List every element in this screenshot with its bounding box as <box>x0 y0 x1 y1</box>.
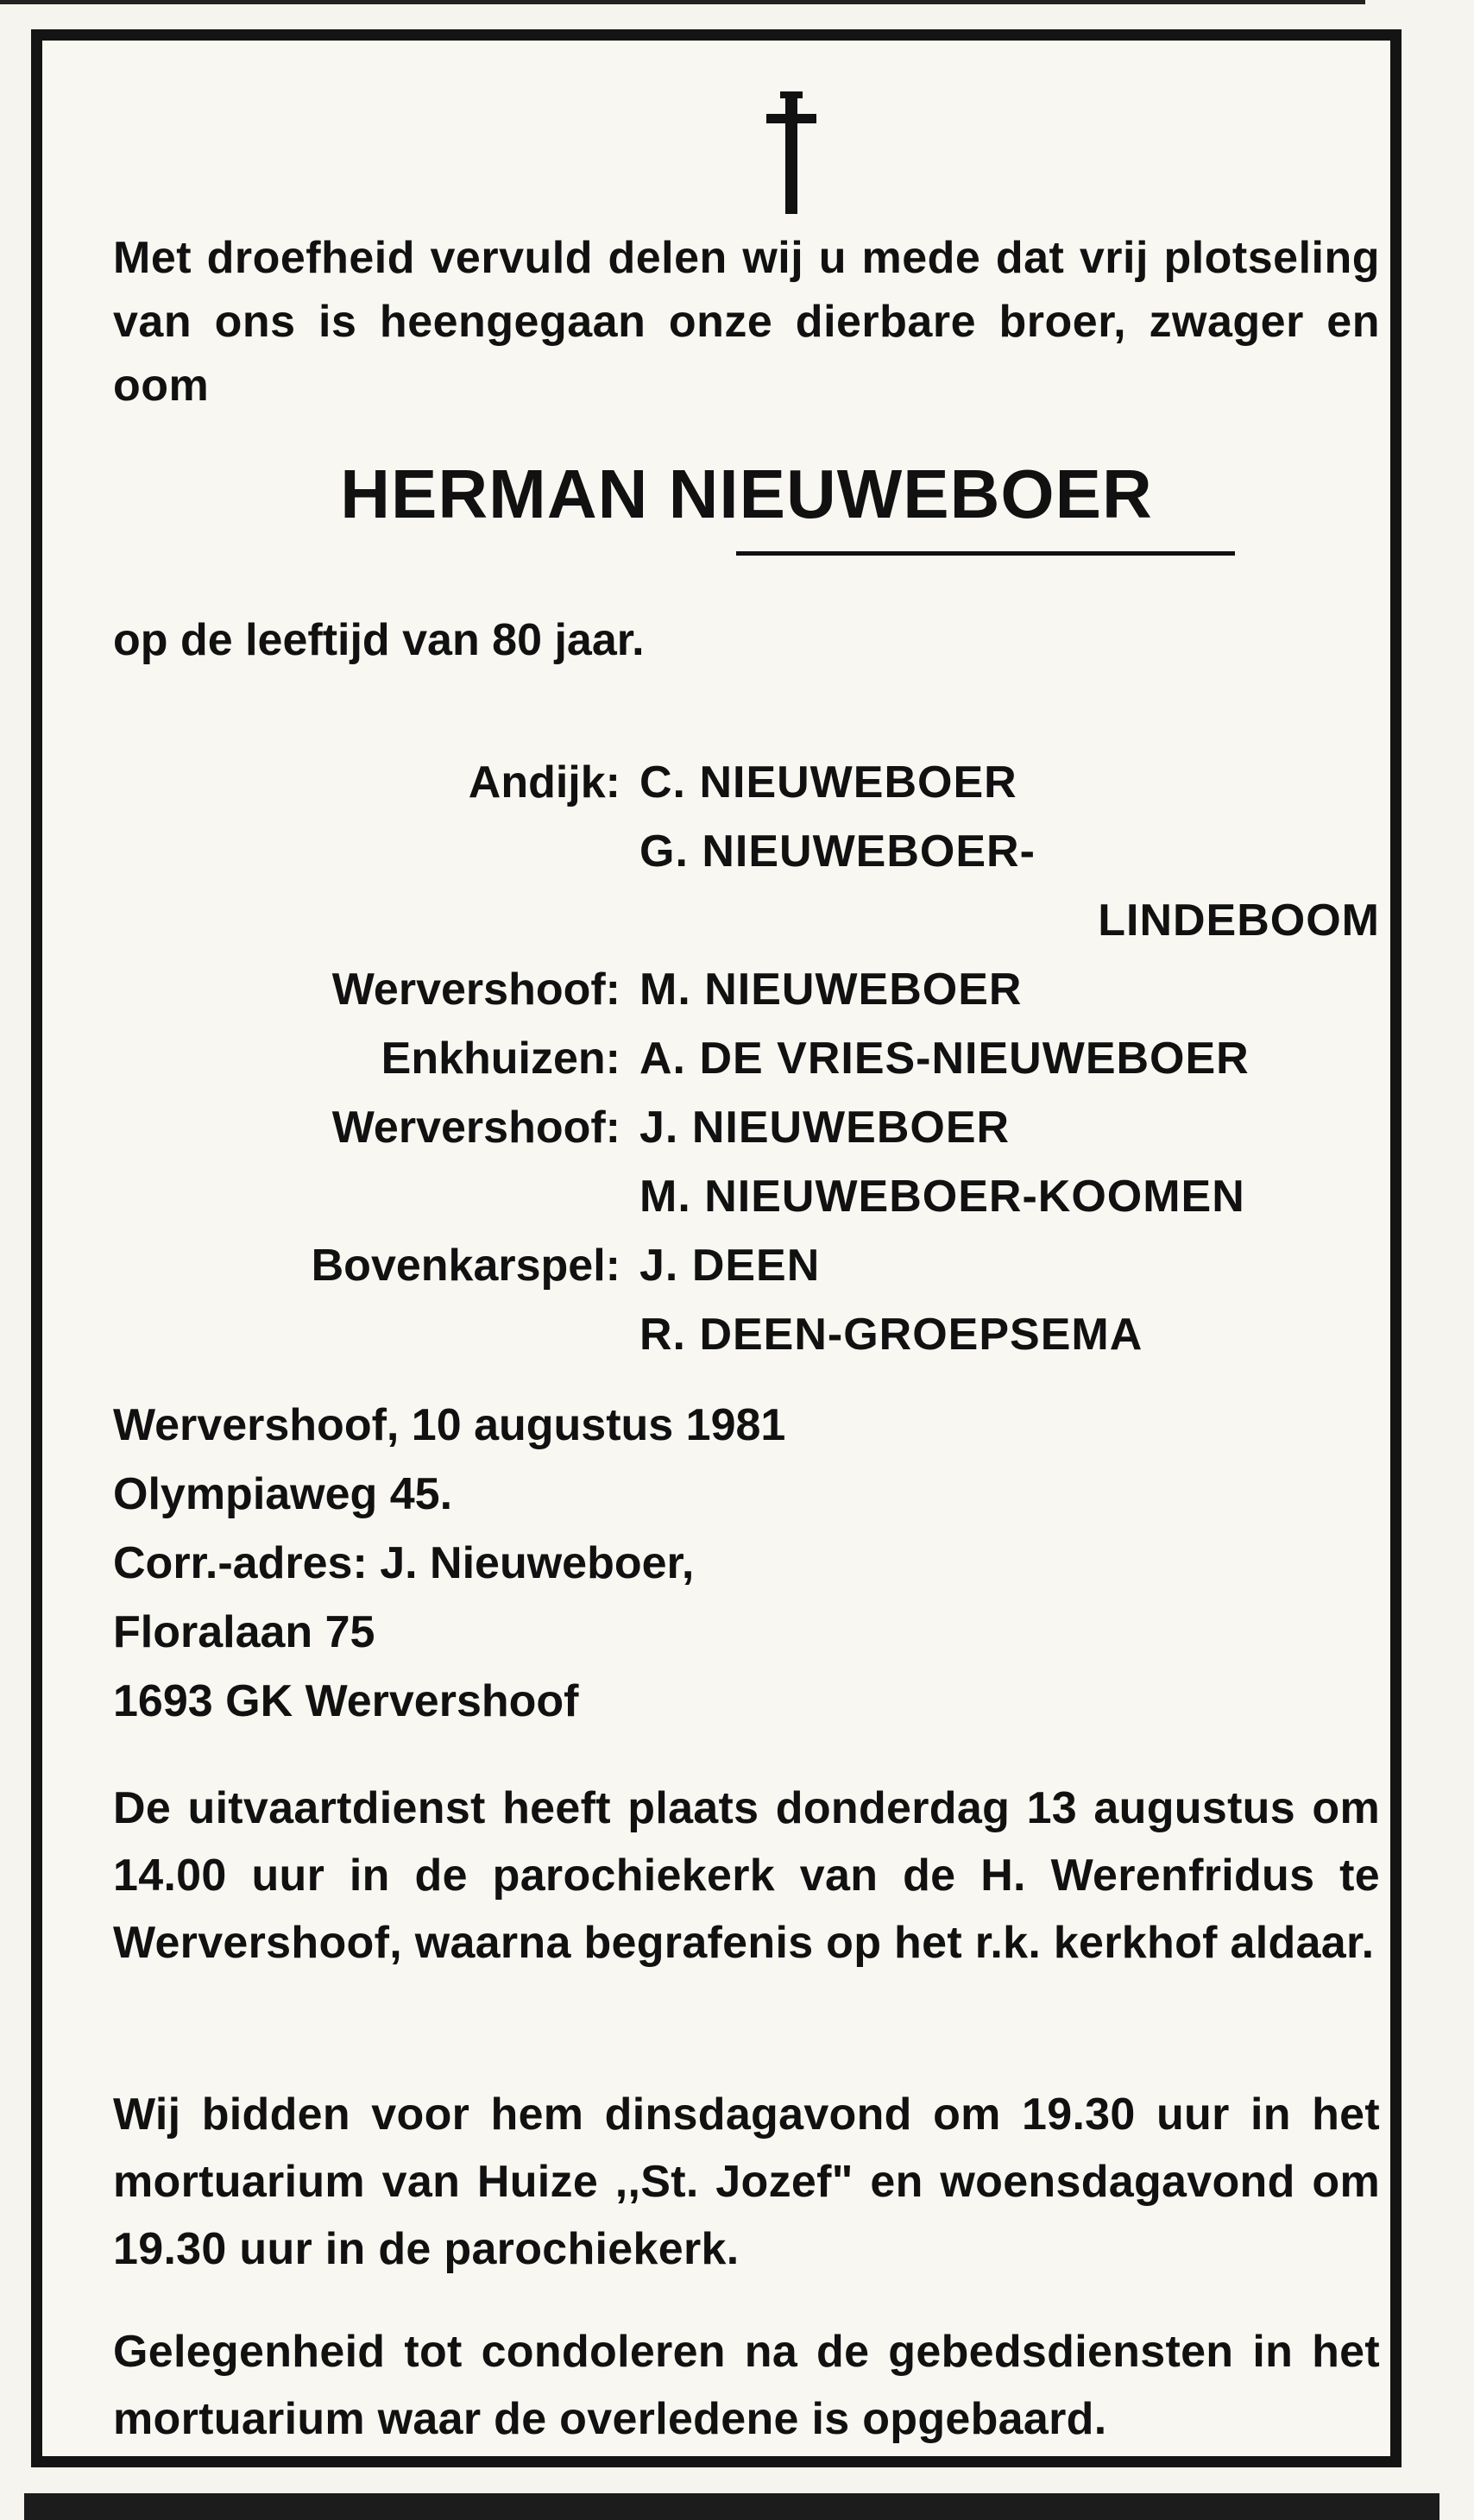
family-place: Bovenkarspel: <box>311 1241 620 1291</box>
family-row <box>113 1024 1380 1093</box>
family-place: Andijk: <box>468 757 620 808</box>
address-line: Wervershoof, 10 augustus 1981 <box>113 1400 786 1450</box>
age-line: op de leeftijd van 80 jaar. <box>113 615 645 665</box>
cross-icon <box>749 88 835 217</box>
intro-text: Met droefheid vervuld delen wij u mede dat vrij plotseling van ons is heengegaan onze dierbare broer, zwager en oom <box>113 233 1380 411</box>
family-member: J. DEEN <box>639 1241 821 1291</box>
family-names <box>639 1231 1380 1369</box>
deceased-name: HERMAN NIEUWEBOER <box>340 456 1153 532</box>
family-place: Enkhuizen: <box>381 1034 620 1084</box>
address-line: Corr.-adres: J. Nieuweboer, <box>113 1538 695 1588</box>
name-underline <box>736 551 1235 556</box>
family-row <box>113 955 1380 1024</box>
family-member: LINDEBOOM <box>1098 896 1380 946</box>
family-member: A. DE VRIES-NIEUWEBOER <box>639 1034 1250 1084</box>
family-row <box>113 1093 1380 1231</box>
family-names <box>639 955 1380 1024</box>
family-row <box>113 1231 1380 1369</box>
family-names <box>639 1024 1380 1093</box>
family-names <box>639 748 1380 955</box>
family-member: J. NIEUWEBOER <box>639 1103 1011 1153</box>
family-list <box>113 748 1380 1369</box>
address-line: Floralaan 75 <box>113 1607 375 1657</box>
family-member: R. DEEN-GROEPSEMA <box>639 1310 1143 1360</box>
family-place: Wervershoof: <box>331 1103 620 1153</box>
notice-frame <box>31 29 1402 2467</box>
notice-content <box>113 41 1380 2456</box>
address-line: 1693 GK Wervershoof <box>113 1676 579 1726</box>
family-names <box>639 1093 1380 1231</box>
top-rule <box>0 0 1365 4</box>
family-member: M. NIEUWEBOER-KOOMEN <box>639 1172 1245 1222</box>
family-member: M. NIEUWEBOER <box>639 965 1023 1015</box>
family-member: G. NIEUWEBOER- <box>639 826 1036 877</box>
family-row <box>113 748 1380 955</box>
funeral-paragraph: De uitvaartdienst heeft plaats donderdag 13 augustus om 14.00 uur in de parochiekerk van de H. Werenfridus te Wervershoof, waarna begrafenis op het r.k. kerkhof aldaar. <box>113 1783 1380 1968</box>
address-block <box>113 1391 785 1736</box>
family-member: C. NIEUWEBOER <box>639 757 1017 808</box>
address-line: Olympiaweg 45. <box>113 1469 453 1519</box>
condolence-paragraph: Gelegenheid tot condoleren na de gebedsdiensten in het mortuarium waar de overledene is opgebaard. <box>113 2327 1380 2444</box>
prayer-paragraph: Wij bidden voor hem dinsdagavond om 19.30 uur in het mortuarium van Huize ,,St. Jozef" en woensdagavond om 19.30 uur in de parochiekerk. <box>113 2090 1380 2274</box>
family-place: Wervershoof: <box>331 965 620 1015</box>
bottom-strip <box>24 2493 1439 2520</box>
